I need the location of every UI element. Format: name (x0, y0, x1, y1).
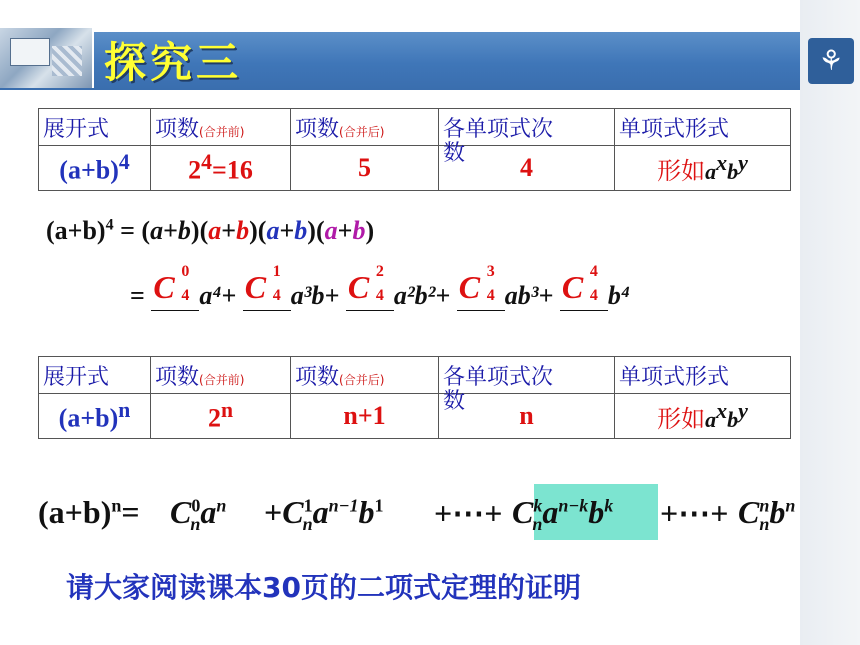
combination-c4-2: C 2 4 (347, 263, 384, 305)
coefficient-line (130, 263, 810, 320)
logo-mark-icon: ⚘ (808, 38, 854, 84)
cell-expansion: $(a+b)^4$ (39, 146, 151, 191)
table-row (39, 394, 791, 439)
cell-degree: 数 n (439, 394, 615, 439)
formula-term-n: $C^n_nb^n$ (738, 494, 796, 535)
coefficient-blank (457, 263, 505, 311)
term: a³b+ (290, 281, 340, 310)
header-terms-after: 项数(合并后) (291, 109, 439, 146)
combination-c4-4: C 4 4 (561, 263, 598, 305)
cell-form: 形如$a^xb^y$ (615, 146, 791, 191)
cell-terms-after: n+1 (291, 394, 439, 439)
combination-c4-3: C 3 4 (458, 263, 495, 305)
equals-sign: = (130, 281, 145, 310)
term: b⁴ (607, 281, 630, 310)
coefficient-blank (346, 263, 394, 311)
header-terms-after: 项数(合并后) (291, 357, 439, 394)
combination-c4-0: C 0 4 (153, 263, 190, 305)
term: ab³+ (504, 281, 554, 310)
factor-4: (a+b) (315, 216, 375, 245)
formula-dots-1: +⋯+ (434, 495, 503, 531)
table-exponent-n (38, 356, 791, 439)
header-expansion: 展开式 (39, 357, 151, 394)
cell-terms-after: 5 (291, 146, 439, 191)
reading-note: 请大家阅读课本30页的二项式定理的证明 (66, 571, 581, 604)
cell-terms-before: $2^4=16$ (151, 146, 291, 191)
header-degree: 各单项式次 (439, 357, 615, 394)
combination-c4-1: C 1 4 (244, 263, 281, 305)
coefficient-blank (151, 263, 199, 311)
table-header-row (39, 109, 791, 146)
header-degree: 各单项式次 (439, 109, 615, 146)
right-margin-strip (800, 0, 860, 645)
formula-term-0: $C^0_na^n$ (170, 494, 227, 535)
header-expansion: 展开式 (39, 109, 151, 146)
coefficient-blank (560, 263, 608, 311)
term: a²b²+ (393, 281, 451, 310)
cell-form: 形如$a^xb^y$ (615, 394, 791, 439)
cell-degree: 数 4 (439, 146, 615, 191)
formula-dots-2: +⋯+ (660, 495, 729, 531)
formula-term-k: $C^k_na^{n-k}b^k$ (512, 494, 614, 535)
header-terms-before: 项数(合并前) (151, 357, 291, 394)
table-row (39, 146, 791, 191)
title-decoration-image (0, 28, 94, 88)
formula-term-1: $+C^1_na^{n-1}b^1$ (264, 494, 384, 535)
table-header-row (39, 357, 791, 394)
header-form: 单项式形式 (615, 357, 791, 394)
factor-1: (a+b) (141, 216, 200, 245)
factor-3: (a+b) (257, 216, 316, 245)
header-form: 单项式形式 (615, 109, 791, 146)
binomial-theorem-formula (38, 484, 798, 544)
header-terms-before: 项数(合并前) (151, 109, 291, 146)
term: a⁴+ (199, 281, 237, 310)
factor-2: (a+b) (199, 216, 258, 245)
expansion-line: $(a+b)^4 = (a+b)(a+b)(a+b)(a+b)$ (46, 216, 375, 245)
table-exponent-4 (38, 108, 791, 191)
cell-expansion: $(a+b)^n$ (39, 394, 151, 439)
formula-lhs: $(a+b)^n=$ (38, 494, 140, 530)
slide-title: 探究三 (104, 38, 243, 87)
coefficient-blank (243, 263, 291, 311)
cell-terms-before: 2$^n$ (151, 394, 291, 439)
